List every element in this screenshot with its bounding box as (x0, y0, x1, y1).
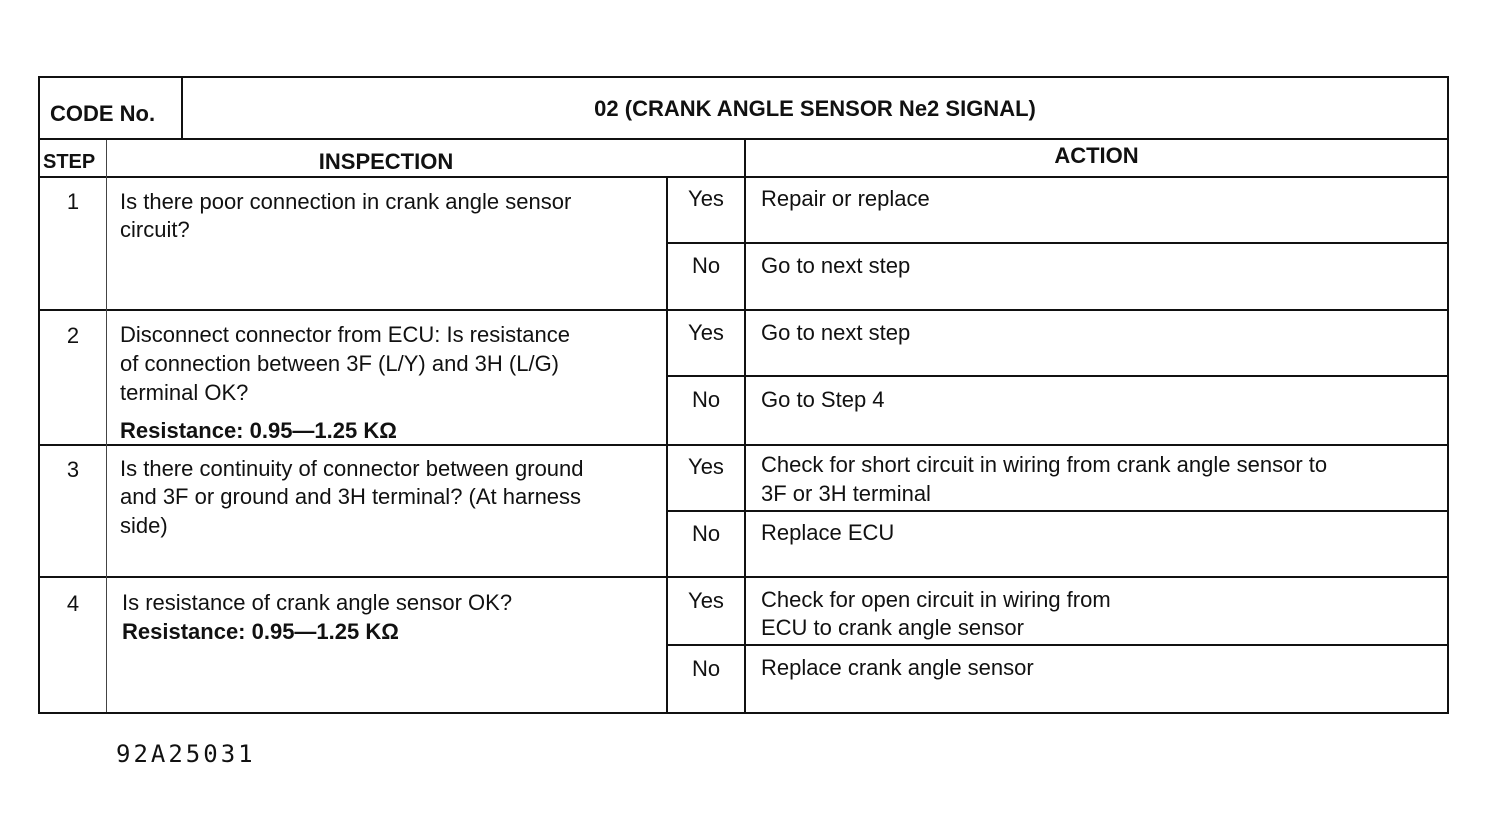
inspection-line: side) (120, 513, 168, 538)
rule-step3-mid (666, 510, 1447, 512)
inspection-line: circuit? (120, 217, 190, 242)
yes-label: Yes (688, 588, 724, 613)
action-no: Replace crank angle sensor (761, 655, 1034, 680)
rule-step-divider (106, 140, 107, 712)
action-yes: Repair or replace (761, 186, 930, 211)
no-label: No (691, 387, 721, 412)
no-label: No (691, 521, 721, 546)
yes-label: Yes (688, 320, 724, 345)
inspection-line: Is there continuity of connector between ground (120, 456, 584, 481)
action-yes: Check for open circuit in wiring from (761, 587, 1111, 612)
resistance-note: Resistance: 0.95—1.25 KΩ (120, 418, 397, 443)
column-step: STEP (43, 151, 96, 173)
action-yes: Check for short circuit in wiring from crank angle sensor to (761, 452, 1328, 477)
action-yes: ECU to crank angle sensor (761, 615, 1024, 640)
step-number: 4 (66, 591, 80, 616)
inspection-line: of connection between 3F (L/Y) and 3H (L/G) (120, 351, 560, 376)
action-yes: Go to next step (761, 320, 911, 345)
resistance-note: Resistance: 0.95—1.25 KΩ (122, 619, 399, 644)
column-action: ACTION (1054, 143, 1139, 168)
figure-id: 92A25031 (116, 740, 256, 768)
action-no: Go to next step (761, 253, 911, 278)
rule-step2-mid (666, 375, 1447, 377)
inspection-line: Is resistance of crank angle sensor OK? (122, 590, 513, 615)
action-no: Replace ECU (761, 520, 895, 545)
code-label: CODE No. (50, 101, 156, 126)
column-inspection: INSPECTION (318, 149, 454, 174)
no-label: No (691, 656, 721, 681)
yes-label: Yes (688, 454, 724, 479)
inspection-line: and 3F or ground and 3H terminal? (At harness (120, 484, 582, 509)
rule-step4-mid (666, 644, 1447, 646)
rule-step1-mid (666, 242, 1447, 244)
step-number: 3 (66, 457, 80, 482)
step-number: 2 (66, 323, 80, 348)
action-yes: 3F or 3H terminal (761, 481, 931, 506)
diagnostic-table (38, 76, 1449, 714)
rule-action-left (744, 138, 746, 712)
step-number: 1 (66, 189, 80, 214)
inspection-line: Disconnect connector from ECU: Is resistance (120, 322, 570, 347)
yes-label: Yes (688, 186, 724, 211)
no-label: No (691, 253, 721, 278)
inspection-line: terminal OK? (120, 380, 249, 405)
action-no: Go to Step 4 (761, 387, 885, 412)
code-title: 02 (CRANK ANGLE SENSOR Ne2 SIGNAL) (594, 96, 1036, 121)
inspection-line: Is there poor connection in crank angle sensor (120, 189, 572, 214)
